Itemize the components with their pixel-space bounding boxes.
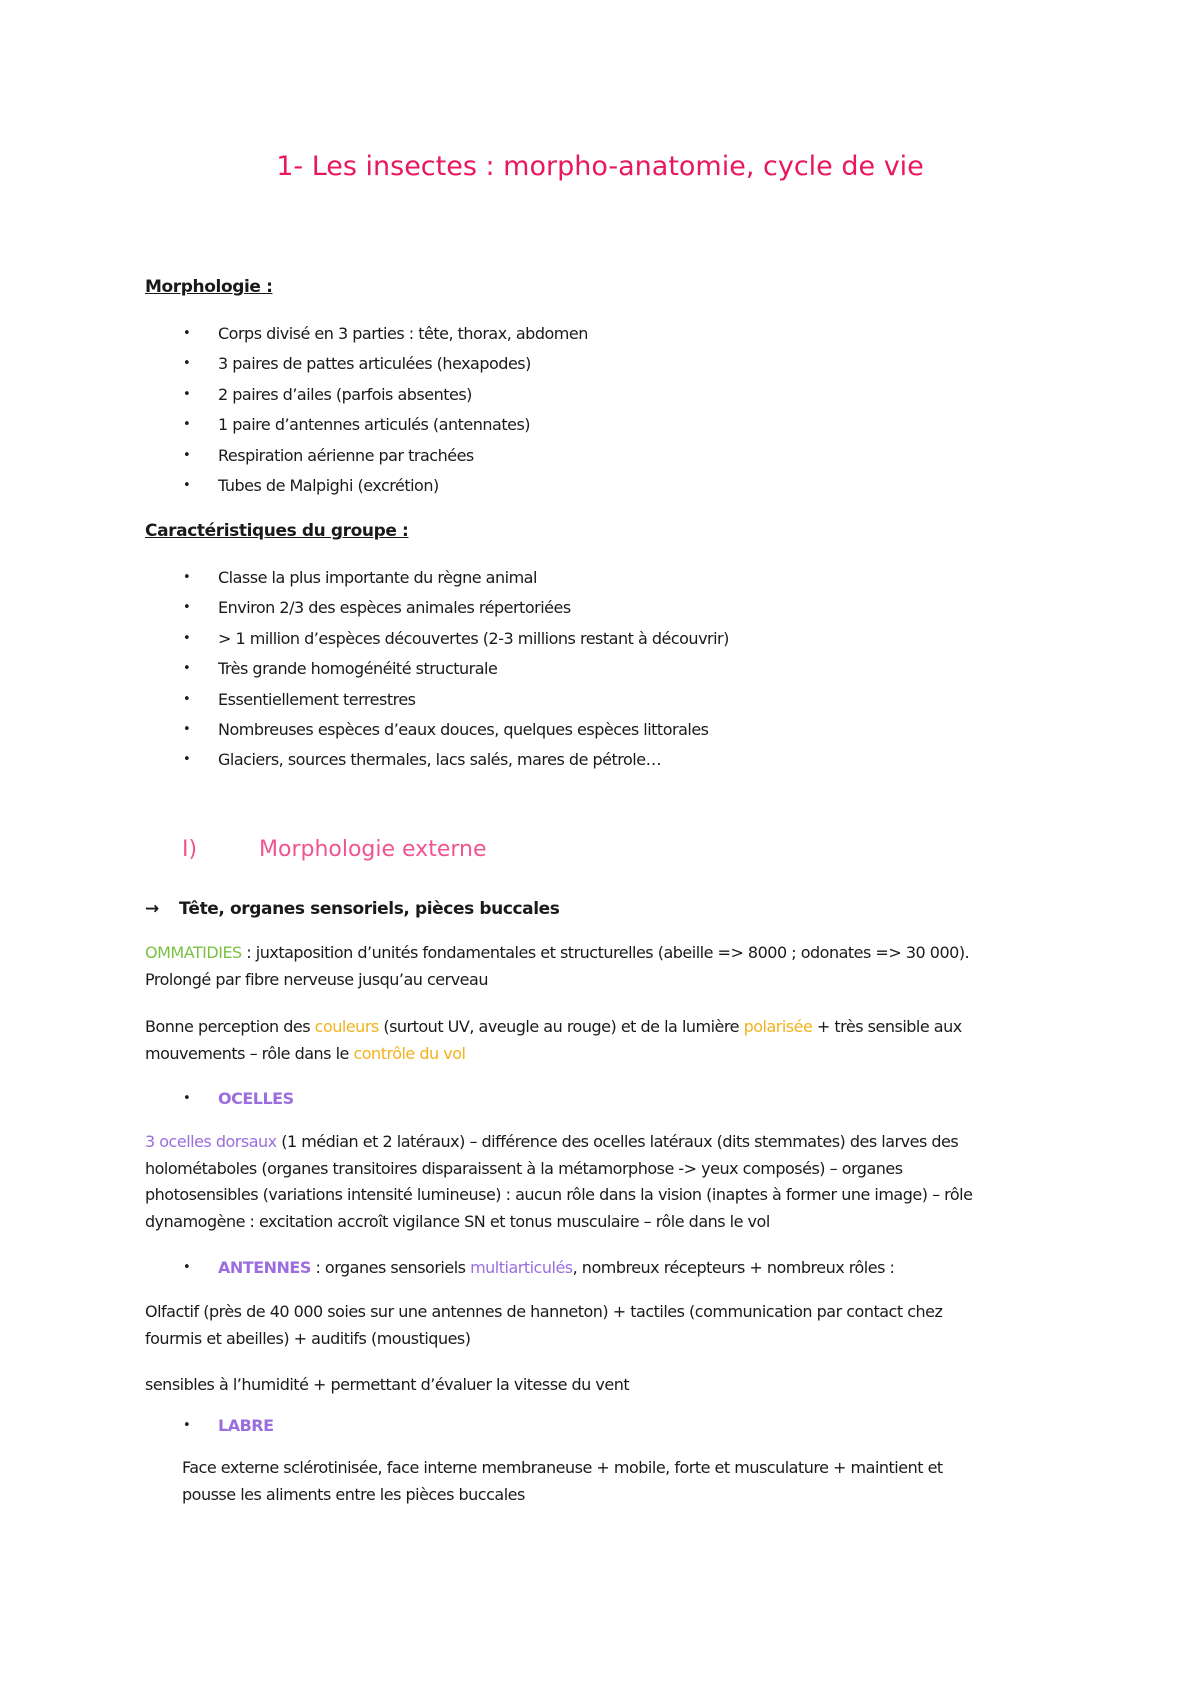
list-item: • Essentiellement terrestres <box>183 689 416 709</box>
labre-paragraph: Face externe sclérotinisée, face interne membraneuse + mobile, forte et musculature + maintient et pousse les aliments entre les pièces buccales <box>182 1458 943 1504</box>
morphologie-heading: Morphologie : <box>145 277 273 297</box>
bullet-icon: • <box>183 1260 191 1275</box>
list-item: • Glaciers, sources thermales, lacs salés, mares de pétrole… <box>183 750 662 770</box>
bullet-icon: • <box>183 447 191 463</box>
ocelles-paragraph: 3 ocelles dorsaux (1 médian et 2 latéraux) – différence des ocelles latéraux (dits stemmates) des larves des holométaboles (organes transitoires disparaissent à la métamorphose -> yeux composés) – organes photosensibles (variations intensité lumineuse) : aucun rôle dans la vision (inaptes à former une image) – rôle dynamogène : excitation accroît vigilance SN et tonus musculaire – rôle dans le vol <box>145 1132 973 1231</box>
list-item: • Tubes de Malpighi (excrétion) <box>183 475 439 495</box>
bullet-icon: • <box>183 630 191 646</box>
bullet-icon: • <box>183 752 191 768</box>
perception-paragraph: Bonne perception des couleurs (surtout UV, aveugle au rouge) et de la lumière polarisée + très sensible aux mouvements – rôle dans le contrôle du vol <box>145 1017 962 1063</box>
bullet-icon: • <box>183 661 191 677</box>
subsection-heading: → Tête, organes sensoriels, pièces buccales <box>145 899 560 919</box>
caracteristiques-list <box>145 567 729 780</box>
document-title: 1- Les insectes : morpho-anatomie, cycle de vie <box>276 151 924 182</box>
list-item: • Respiration aérienne par trachées <box>183 445 474 465</box>
list-item: • > 1 million d’espèces découvertes (2-3 millions restant à découvrir) <box>183 628 729 648</box>
bullet-icon: • <box>183 356 191 372</box>
ommatidies-paragraph: OMMATIDIES : juxtaposition d’unités fondamentales et structurelles (abeille => 8000 ; odonates => 30 000). Prolongé par fibre nerveuse jusqu’au cerveau <box>145 943 970 989</box>
bullet-icon: • <box>183 721 191 737</box>
bullet-icon: • <box>183 1091 191 1106</box>
morphologie-list <box>145 323 588 505</box>
list-item: • Très grande homogénéité structurale <box>183 659 498 679</box>
arrow-right-icon: → <box>145 899 159 919</box>
section-number: I) <box>182 837 198 862</box>
ocelles-label: OCELLES <box>218 1089 294 1108</box>
antennes-line: ANTENNES : organes sensoriels multiarticulés, nombreux récepteurs + nombreux rôles : <box>218 1258 895 1277</box>
list-item: • 3 paires de pattes articulées (hexapodes) <box>183 354 531 374</box>
bullet-icon: • <box>183 386 191 402</box>
bullet-icon: • <box>183 600 191 616</box>
list-item: • Classe la plus importante du règne animal <box>183 568 537 587</box>
antennes-paragraph: Olfactif (près de 40 000 soies sur une antennes de hanneton) + tactiles (communication par contact chez fourmis et abeilles) + auditifs (moustiques) <box>145 1302 943 1348</box>
ommatidies-term: OMMATIDIES <box>145 943 242 962</box>
labre-label: LABRE <box>218 1416 274 1435</box>
bullet-icon: • <box>183 570 191 585</box>
bullet-icon: • <box>183 417 191 433</box>
bullet-icon: • <box>183 1418 191 1433</box>
bullet-icon: • <box>183 477 191 493</box>
list-item: • Nombreuses espèces d’eaux douces, quelques espèces littorales <box>183 719 709 739</box>
list-item: • Environ 2/3 des espèces animales répertoriées <box>183 598 571 618</box>
list-item: • 2 paires d’ailes (parfois absentes) <box>183 384 472 404</box>
list-item: • 1 paire d’antennes articulés (antennates) <box>183 415 531 435</box>
list-item: • Corps divisé en 3 parties : tête, thorax, abdomen <box>183 324 588 343</box>
section-title: Morphologie externe <box>259 837 487 862</box>
caracteristiques-heading: Caractéristiques du groupe : <box>145 521 409 541</box>
bullet-icon: • <box>183 326 191 341</box>
antennes-note: sensibles à l’humidité + permettant d’évaluer la vitesse du vent <box>145 1375 630 1394</box>
bullet-icon: • <box>183 691 191 707</box>
